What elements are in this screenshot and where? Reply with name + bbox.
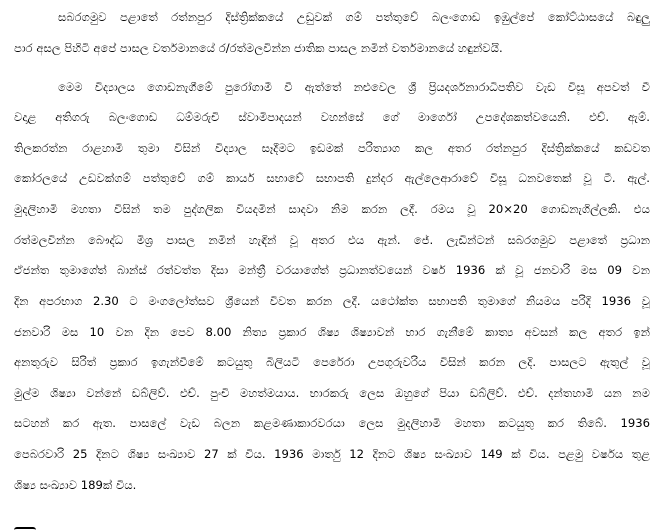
text-line: දින අපරභාග 2.30 ට මංගලෝත්සව ශ්‍රීයෙන් විවත කරන ලදී. යථෝක්ත සභාපති තුමාගේ නියමය පරිදි 1936 වූ xyxy=(14,294,650,308)
text-line: මෙම විද්‍යාලය ගොඩනැගීමේ පුරෝගාමී වී ඇත්තේ නළුවෙල ශ්‍රී ප්‍රියදර්ශනාරාධිපතිව වැඩ විසූ අපවත් වී xyxy=(58,80,650,94)
text-line: රත්මලවින්න බෞද්ධ මිශ්‍ර පාසල නමින් හැඳින් වූ අතර එය ඇන්. ජේ. ලැඩින්ටන් සබරගමුව පළාතේ ප්‍රධාන xyxy=(14,233,650,247)
text-line: මුදලිහාමි මහතා විසින් තම පුද්ගලික වියදමින් සාදවා නිම කරන ලදී. රමය වූ 20×20 ගොඩනැගිල්ලකි. එය xyxy=(14,202,650,216)
text-line: තිලකරත්න රාළහාමි තුමා විසින් විද්‍යාල සෑදීමට ඉඩමක් පරිත්‍යාග කල අතර රත්නපුර දිස්ත්‍රික්කයේ කඩවත xyxy=(14,141,650,155)
text-line: ජනවාරි මස 10 වන දින පෙව 8.00 නිත්‍ය ප්‍රකාර ශිෂ්‍ය ශිෂ්‍යාවන් භාර ගැනීමේ කාත්‍ය අවසන් කල අතර ඉන් xyxy=(14,325,650,339)
text-line: පාර අසල පිහිටි අපේ පාසල වර්තමානයේ ර/රත්මලවින්න ජාතික පාසල නමින් වර්තමානයේ හඳුන්වයි. xyxy=(14,41,503,55)
text-line: අනතුරුව සිරිත් ප්‍රකාර ඉගැන්වීමේ කටයුතු බිලියටි පෙරේරා උපගුරුවරිය විසින් කරන ලදි. පාසලට ඇතුල් වූ xyxy=(14,355,650,369)
text-line: වදාළ අතිගරු බලංගොඩ ධම්මරුචි ස්වාමිපාදයන් වහන්සේ ගේ මාර්ගෝ උපදේශකත්වයෙනි. එච්. ඇම්. xyxy=(14,110,650,124)
text-line: ශිෂ්‍ය සංඛ්‍යාව 189ක් විය. xyxy=(14,478,137,492)
text-line: කෝරලයේ උඩවක්ගම් පත්තුවේ ගම් කාර්ය සභාවේ සභාපති දුන්දර ඇල්ලෙආරාවේ විසූ ධනවතෙක් වූ ටී. ඇල්. xyxy=(14,171,650,185)
text-line: පෙබරවාරි 25 දිනට ශිෂ්‍ය සංඛ්‍යාව 27 ක් විය. 1936 මාර්තු 12 දිනට ශිෂ්‍ය සංඛ්‍යාව 149 ක් විය. පළමු වර්ෂය තුළ xyxy=(14,447,650,461)
text-line: සබරගමුව පළාතේ රත්නපුර දිස්ත්‍රික්කයේ උඩුවක් ගම් පත්තුවේ බලංගොඩ ඉඹුල්පේ කෝට්ඨාසයේ බඳුලු xyxy=(58,10,650,24)
text-line: සටහන් කර ඇත. පාසලේ වැඩ බලන කළමණාකාරවරයා ලෙස මුදලිහාමි මහතා කටයුතු කර තිබේ. 1936 xyxy=(14,416,650,430)
cropped-glyph-fragment xyxy=(14,522,44,532)
text-line: මුල්ම ශිෂ්‍යා වන්නේ ඩබ්ලිව්. එච්. පුංචි මහත්මයාය. භාරකරු ලෙස ඔහුගේ පියා ඩබ්ලිව්. එච්. දන්තහාමි යන නම xyxy=(14,386,650,400)
text-line: ඒජන්ත තුමාගේත් බාන්ස් රත්වත්ත දිසා මන්ත්‍රී වරයාගේත් ප්‍රධානත්වයෙන් වර්ෂ 1936 ක් වූ ජනවාරි මස 09 වන xyxy=(14,263,650,277)
